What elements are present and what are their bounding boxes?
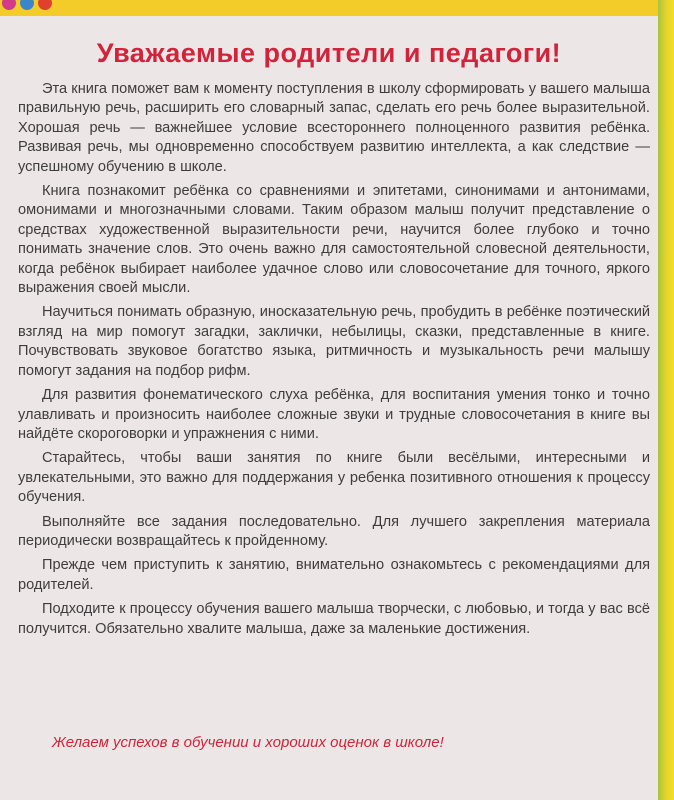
right-decorative-border (658, 0, 674, 800)
paragraph: Подходите к процессу обучения вашего малыша творчески, с любовью, и тогда у вас всё получится. Обязательно хвалите малыша, даже за маленькие достижения. (18, 601, 650, 637)
paragraph: Старайтесь, чтобы ваши занятия по книге были весёлыми, интересными и увлекательными, это важно для поддержания у ребенка позитивного отношения к процессу обучения. (18, 450, 650, 506)
top-decorative-border (0, 0, 674, 16)
dot-icon (38, 0, 52, 10)
paragraph: Прежде чем приступить к занятию, внимательно ознакомьтесь с рекомендациями для родителей. (18, 557, 650, 593)
page-title: Уважаемые родители и педагоги! (96, 38, 562, 68)
paragraph: Книга познакомит ребёнка со сравнениями и эпитетами, синонимами и антонимами, омонимами и многозначными словами. Таким образом малыш получит представление о средствах художественной выразительности речи, научится более глубоко и точно понимать значение слов. Это очень важно для самостоятельной словесной деятельности, когда ребёнок выбирает наиболее удачное слово или словосочетание для точного, яркого выражения своей мысли. (18, 183, 650, 297)
paragraph: Научиться понимать образную, иносказательную речь, пробудить в ребёнке поэтический взгляд на мир помогут загадки, заклички, небылицы, сказки, представленные в книге. Почувствовать звуковое богатство языка, ритмичность и музыкальность речи малышу помогут задания на подбор рифм. (18, 304, 650, 379)
decorative-dots (0, 0, 120, 16)
paragraph: Для развития фонематического слуха ребёнка, для воспитания умения тонко и точно улавливать и произносить наиболее сложные звуки и трудные словосочетания в книге вы найдёте скороговорки и упражнения с ними. (18, 387, 650, 442)
dot-icon (20, 0, 34, 10)
paragraph: Выполняйте все задания последовательно. Для лучшего закрепления материала периодически возвращайтесь к пройденному. (18, 513, 650, 549)
closing-wish: Желаем успехов в обучении и хороших оценок в школе! (52, 734, 444, 751)
body-text (18, 80, 650, 644)
dot-icon (2, 0, 16, 10)
paragraph: Эта книга поможет вам к моменту поступления в школу сформировать у вашего малыша правильную речь, расширить его словарный запас, сделать его речь более выразительной. Хорошая речь — важнейшее условие всестороннего полноценного развития ребёнка. Развивая речь, мы одновременно способствуем развитию интеллекта, а как следствие — успешному обучению в школе. (18, 81, 650, 175)
